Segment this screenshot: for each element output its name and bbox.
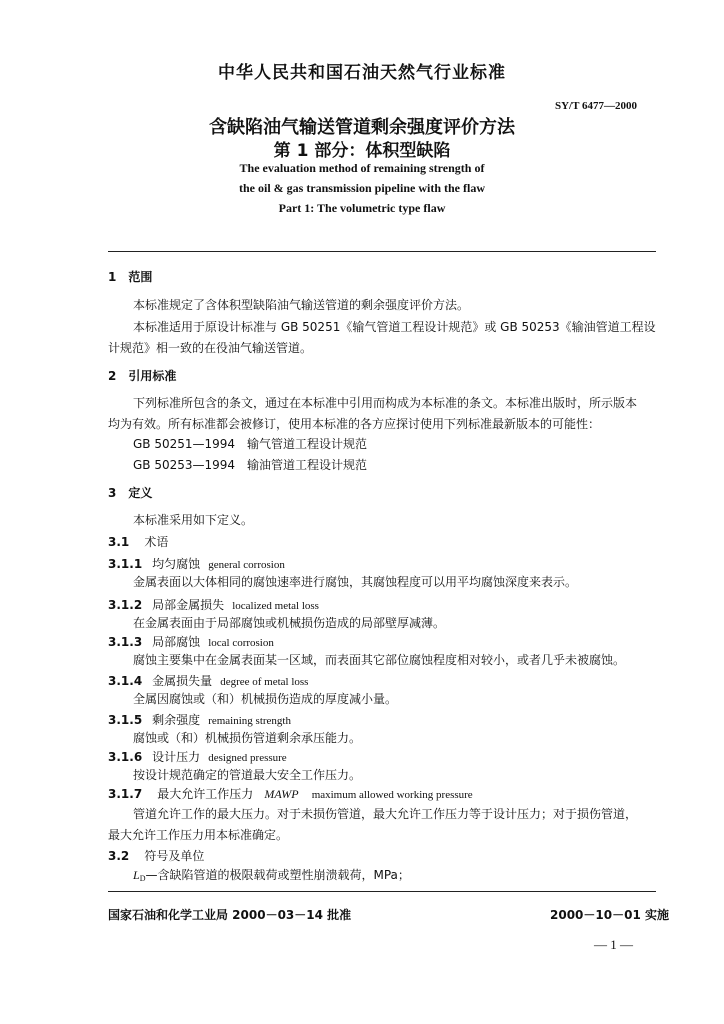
term-cn: 金属损失量 <box>152 674 213 688</box>
term-en: remaining strength <box>208 715 291 727</box>
term-en: designed pressure <box>208 752 287 764</box>
term-en: localized metal loss <box>232 600 319 612</box>
section-1-para-2a: 本标准适用于原设计标准与 GB 50251《输气管道工程设计规范》或 GB 50253《输油管道工程设 <box>133 320 656 334</box>
title-cn-main: 含缺陷油气输送管道剩余强度评价方法 <box>209 117 515 138</box>
term-definition: 腐蚀主要集中在金属表面某一区域，而表面其它部位腐蚀程度相对较小，或者几乎未被腐蚀。 <box>133 653 626 667</box>
title-en-line-1: The evaluation method of remaining strength of <box>239 161 485 175</box>
term-definition: 全属因腐蚀或（和）机械损伤造成的厚度减小量。 <box>133 692 398 706</box>
clause-label: 术语 <box>144 535 169 549</box>
section-1-para-2b: 计规范》相一致的在役油气输送管道。 <box>108 341 313 355</box>
section-1-heading: 1 范围 <box>108 270 153 284</box>
term-3-1-7-def-a: 管道允许工作的最大压力。对于未损伤管道，最大允许工作压力等于设计压力；对于损伤管道， <box>133 807 638 821</box>
section-2-heading: 2 引用标准 <box>108 369 177 383</box>
effective-date: 2000－10－01 实施 <box>550 908 669 922</box>
term-3-1-6 <box>108 746 287 765</box>
title-cn-part: 第 1 部分：体积型缺陷 <box>273 141 451 161</box>
section-3-intro: 本标准采用如下定义。 <box>133 513 254 527</box>
term-definition: 在金属表面由于局部腐蚀或机械损伤造成的局部壁厚减薄。 <box>133 616 446 630</box>
term-cn: 局部腐蚀 <box>152 635 201 649</box>
symbol-definition: —含缺陷管道的极限载荷或塑性崩溃载荷，MPa； <box>145 868 410 882</box>
title-en-line-3: Part 1: The volumetric type flaw <box>278 201 446 215</box>
section-2-para-1b: 均为有效。所有标准都会被修订，使用本标准的各方应探讨使用下列标准最新版本的可能性： <box>108 417 601 431</box>
title-en-line-2: the oil & gas transmission pipeline with the flaw <box>238 181 485 195</box>
term-3-1-4 <box>108 670 308 689</box>
header-rule <box>108 251 656 252</box>
approval-note: 国家石油和化学工业局 2000－03－14 批准 <box>108 908 352 922</box>
issuing-body-header: 中华人民共和国石油天然气行业标准 <box>218 63 506 83</box>
term-cn: 局部金属损失 <box>152 598 225 612</box>
term-cn: 设计压力 <box>152 750 201 764</box>
term-3-1-2 <box>108 594 319 613</box>
section-1-para-1: 本标准规定了含体积型缺陷油气输送管道的剩余强度评价方法。 <box>133 298 470 312</box>
term-en: general corrosion <box>208 559 285 571</box>
term-definition: 腐蚀或（和）机械损伤管道剩余承压能力。 <box>133 731 362 745</box>
symbol-subscript: D <box>139 874 146 883</box>
term-number: 3.1.2 <box>108 598 143 612</box>
clause-label: 符号及单位 <box>144 849 205 863</box>
term-number: 3.1.1 <box>108 557 143 571</box>
clause-number: 3.1 <box>108 535 130 549</box>
reference-gb50253: GB 50253—1994 输油管道工程设计规范 <box>133 458 368 472</box>
term-number: 3.1.3 <box>108 635 143 649</box>
footer-rule <box>108 891 656 892</box>
term-en: local corrosion <box>208 637 274 649</box>
term-3-1-3 <box>108 631 274 650</box>
term-number: 3.1.7 <box>108 787 143 801</box>
symbol-ld <box>133 866 410 883</box>
term-definition: 金属表面以大体相同的腐蚀速率进行腐蚀，其腐蚀程度可以用平均腐蚀深度来表示。 <box>133 575 578 589</box>
term-cn: 最大允许工作压力 <box>157 787 254 801</box>
term-cn: 均匀腐蚀 <box>152 557 201 571</box>
term-number: 3.1.6 <box>108 750 143 764</box>
term-abbr: MAWP <box>264 787 299 801</box>
clause-3-1 <box>108 531 168 550</box>
term-3-1-1 <box>108 553 285 572</box>
term-en: degree of metal loss <box>220 676 309 688</box>
clause-number: 3.2 <box>108 849 130 863</box>
page-number: — 1 — <box>594 937 633 952</box>
term-en: maximum allowed working pressure <box>311 789 473 801</box>
term-cn: 剩余强度 <box>152 713 201 727</box>
term-3-1-7 <box>108 783 473 802</box>
symbol: L <box>133 868 140 882</box>
term-number: 3.1.5 <box>108 713 143 727</box>
term-3-1-7-def-b: 最大允许工作压力用本标准确定。 <box>108 828 289 842</box>
term-3-1-5 <box>108 709 291 728</box>
standard-code: SY/T 6477—2000 <box>555 100 638 112</box>
term-number: 3.1.4 <box>108 674 143 688</box>
section-3-heading: 3 定义 <box>108 486 153 500</box>
section-2-para-1a: 下列标准所包含的条文，通过在本标准中引用而构成为本标准的条文。本标准出版时，所示版本 <box>133 396 638 410</box>
reference-gb50251: GB 50251—1994 输气管道工程设计规范 <box>133 437 368 451</box>
term-definition: 按设计规范确定的管道最大安全工作压力。 <box>133 768 362 782</box>
clause-3-2 <box>108 845 204 864</box>
